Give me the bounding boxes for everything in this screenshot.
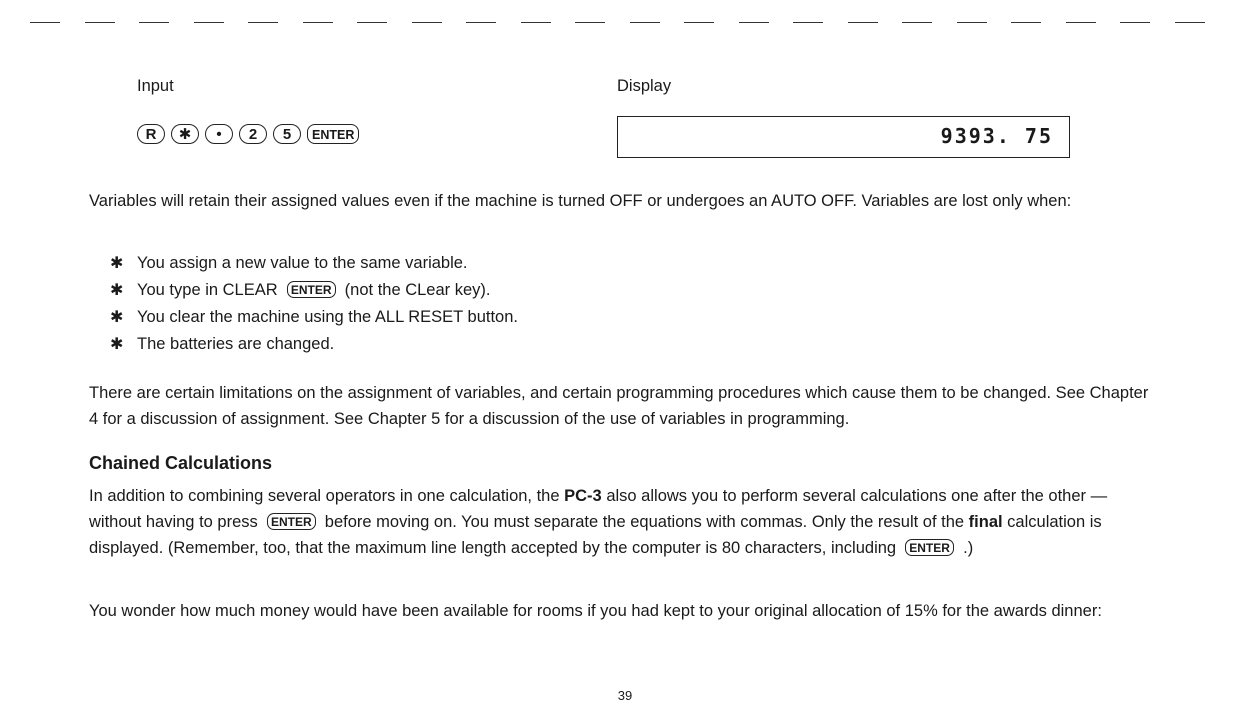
text-run: .)	[963, 539, 974, 557]
list-item-text: You assign a new value to the same variable.	[137, 254, 468, 272]
key-enter: ENTER	[307, 124, 359, 144]
enter-key: ENTER	[287, 281, 336, 298]
list-item	[110, 304, 518, 331]
asterisk-icon: ✱	[110, 282, 124, 299]
key-decimal: •	[205, 124, 233, 144]
section-heading: Chained Calculations	[89, 453, 273, 473]
list-item	[110, 331, 518, 358]
list-item-text: The batteries are changed.	[137, 335, 335, 353]
input-label: Input	[137, 77, 174, 95]
list-item-text: (not the CLear key).	[344, 281, 491, 299]
key-5: 5	[273, 124, 301, 144]
asterisk-icon: ✱	[110, 336, 124, 353]
list-item	[110, 250, 518, 277]
display-value: 9393. 75	[940, 124, 1053, 148]
header-dash-rule	[30, 22, 1205, 26]
enter-key: ENTER	[267, 513, 316, 530]
display-label: Display	[617, 77, 672, 95]
emphasis-final: final	[968, 513, 1003, 531]
text-run: calculation is displayed. (Remember, too, that the maximum line length accepted by the computer is 80 characters, including	[89, 513, 1102, 557]
text-run: also allows you to perform several calculations one after the other — without having to press	[89, 487, 1108, 531]
asterisk-icon: ✱	[110, 255, 124, 272]
paragraph-limitations: There are certain limitations on the assignment of variables, and certain programming procedures which cause them to be changed. See Chapter 4 for a discussion of assignment. See Chapter 5 for a discussion of the use of variables in programming.	[89, 384, 1149, 428]
page-number: 39	[617, 688, 633, 703]
key-asterisk: ✱	[171, 124, 199, 144]
variables-lost-list	[110, 250, 518, 358]
list-item-text: You type in CLEAR	[137, 281, 278, 299]
paragraph-variables-retained: Variables will retain their assigned values even if the machine is turned OFF or undergoes an AUTO OFF. Variables are lost only when:	[89, 192, 1072, 210]
enter-key: ENTER	[905, 539, 954, 556]
input-key-sequence	[137, 124, 359, 144]
paragraph-awards-dinner: You wonder how much money would have been available for rooms if you had kept to your original allocation of 15% for the awards dinner:	[89, 602, 1102, 620]
calculator-display	[617, 116, 1070, 158]
key-2: 2	[239, 124, 267, 144]
text-run: before moving on. You must separate the equations with commas. Only the result of the	[324, 513, 965, 531]
list-item	[110, 277, 518, 304]
paragraph-chained-calculations	[89, 483, 1149, 561]
model-name: PC-3	[564, 487, 602, 505]
text-run: In addition to combining several operators in one calculation, the	[89, 487, 560, 505]
list-item-text: You clear the machine using the ALL RESET button.	[137, 308, 518, 326]
asterisk-icon: ✱	[110, 309, 124, 326]
key-r: R	[137, 124, 165, 144]
